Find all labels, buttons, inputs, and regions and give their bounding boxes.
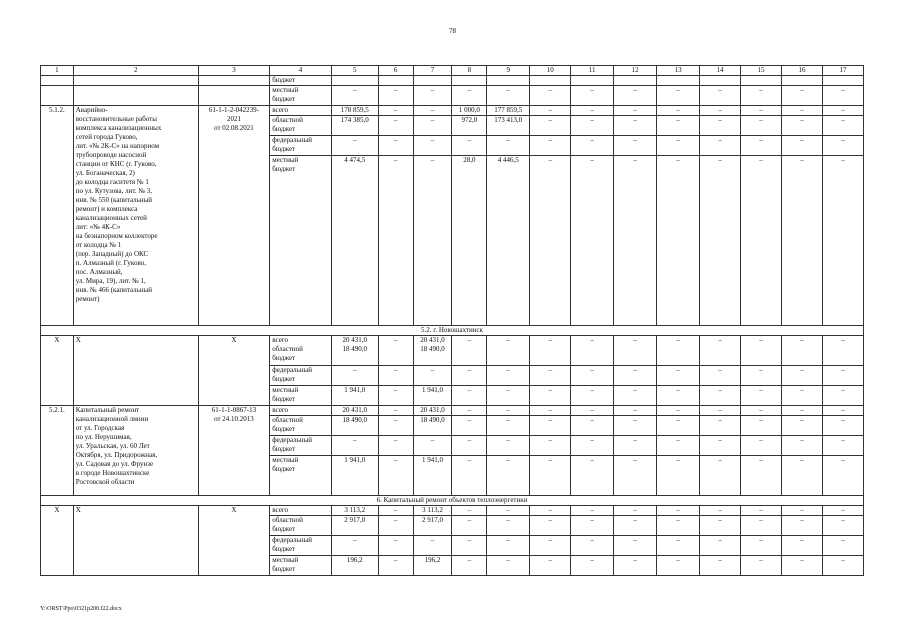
value-cell: – — [657, 106, 700, 116]
object-name-cell: Х — [73, 336, 198, 406]
funding-source-cell: местный бюджет — [270, 386, 331, 406]
value-cell: – — [614, 136, 657, 156]
value-cell: – — [657, 436, 700, 456]
value-cell: – — [657, 506, 700, 516]
value-cell: – — [781, 116, 822, 136]
value-cell: – — [571, 506, 614, 516]
value-cell: – — [781, 456, 822, 496]
funding-source-cell: всего — [270, 506, 331, 516]
value-cell: 28,0 — [452, 156, 487, 326]
value-cell: – — [781, 436, 822, 456]
value-cell: – — [571, 436, 614, 456]
section-heading: 6. Капитальный ремонт объектов теплоэнергетики — [41, 496, 864, 506]
value-cell: – — [530, 156, 571, 326]
funding-source-cell: областной бюджет — [270, 516, 331, 536]
value-cell: – — [487, 516, 530, 536]
registration-number-cell: Х — [198, 336, 270, 406]
value-cell: – — [487, 506, 530, 516]
value-cell: – — [487, 416, 530, 436]
value-cell: – — [487, 336, 530, 366]
registration-number-cell: Х — [198, 506, 270, 576]
column-header-13: 13 — [657, 66, 700, 76]
value-cell: – — [781, 516, 822, 536]
value-cell: – — [614, 506, 657, 516]
value-cell: – — [700, 116, 741, 136]
value-cell — [700, 76, 741, 86]
value-cell: – — [700, 536, 741, 556]
value-cell: 972,0 — [452, 116, 487, 136]
value-cell: – — [781, 536, 822, 556]
header-row — [41, 66, 864, 76]
value-cell: – — [452, 386, 487, 406]
value-cell: – — [657, 136, 700, 156]
column-header-16: 16 — [781, 66, 822, 76]
funding-source-cell: местный бюджет — [270, 86, 331, 106]
value-cell: – — [657, 456, 700, 496]
value-cell: – — [331, 536, 378, 556]
value-cell — [657, 76, 700, 86]
value-cell: – — [413, 136, 452, 156]
empty-cell — [41, 86, 74, 106]
value-cell: – — [571, 366, 614, 386]
value-cell: – — [530, 106, 571, 116]
value-cell: – — [571, 336, 614, 366]
empty-cell — [73, 76, 198, 86]
value-cell: 2 917,0 — [413, 516, 452, 536]
value-cell: – — [657, 556, 700, 576]
object-name-cell: Х — [73, 506, 198, 576]
value-cell: – — [452, 536, 487, 556]
value-cell: – — [487, 406, 530, 416]
value-cell: – — [741, 386, 782, 406]
value-cell: – — [378, 116, 413, 136]
value-cell: – — [657, 416, 700, 436]
value-cell: – — [700, 556, 741, 576]
value-cell: – — [614, 416, 657, 436]
value-cell: – — [614, 156, 657, 326]
value-cell: – — [452, 86, 487, 106]
value-cell: – — [781, 156, 822, 326]
value-cell: – — [571, 536, 614, 556]
empty-cell — [41, 76, 74, 86]
value-cell — [378, 76, 413, 86]
value-cell: – — [571, 156, 614, 326]
value-cell: – — [700, 156, 741, 326]
value-cell: – — [378, 516, 413, 536]
funding-source-cell: местный бюджет — [270, 556, 331, 576]
value-cell: – — [378, 406, 413, 416]
value-cell: – — [741, 406, 782, 416]
value-cell: – — [614, 536, 657, 556]
value-cell: – — [571, 516, 614, 536]
value-cell: – — [657, 406, 700, 416]
funding-source-cell: всего — [270, 106, 331, 116]
value-cell: – — [741, 336, 782, 366]
value-cell: – — [452, 436, 487, 456]
value-cell: – — [413, 86, 452, 106]
value-cell: – — [822, 106, 863, 116]
value-cell: – — [781, 106, 822, 116]
value-cell: – — [781, 406, 822, 416]
value-cell: 20 431,0 — [413, 406, 452, 416]
section-heading: 5.2. г. Новошахтинск — [41, 326, 864, 336]
value-cell: – — [530, 406, 571, 416]
value-cell — [487, 76, 530, 86]
value-cell: – — [741, 116, 782, 136]
value-cell: – — [487, 136, 530, 156]
column-header-17: 17 — [822, 66, 863, 76]
value-cell: – — [700, 506, 741, 516]
value-cell: – — [378, 386, 413, 406]
value-cell: – — [614, 336, 657, 366]
item-number-cell: 5.2.1. — [41, 406, 74, 496]
funding-source-cell: бюджет — [270, 76, 331, 86]
value-cell: – — [378, 536, 413, 556]
value-cell: 177 859,5 — [487, 106, 530, 116]
value-cell: – — [700, 386, 741, 406]
value-cell: – — [614, 406, 657, 416]
value-cell: – — [487, 456, 530, 496]
value-cell: – — [700, 336, 741, 366]
value-cell: – — [657, 386, 700, 406]
column-header-5: 5 — [331, 66, 378, 76]
value-cell: – — [378, 156, 413, 326]
value-cell: – — [822, 366, 863, 386]
value-cell: – — [331, 86, 378, 106]
value-cell: 20 431,0 18 490,0 — [413, 336, 452, 366]
value-cell: – — [487, 386, 530, 406]
value-cell: – — [741, 106, 782, 116]
value-cell: – — [657, 336, 700, 366]
value-cell — [530, 76, 571, 86]
funding-source-cell: федеральный бюджет — [270, 536, 331, 556]
value-cell: – — [614, 86, 657, 106]
value-cell: – — [657, 116, 700, 136]
value-cell: – — [452, 336, 487, 366]
value-cell: – — [741, 456, 782, 496]
value-cell — [331, 76, 378, 86]
value-cell: – — [700, 406, 741, 416]
column-header-2: 2 — [73, 66, 198, 76]
value-cell: – — [378, 106, 413, 116]
value-cell: – — [530, 116, 571, 136]
value-cell: – — [700, 106, 741, 116]
value-cell: – — [700, 136, 741, 156]
value-cell: – — [822, 436, 863, 456]
funding-source-cell: федеральный бюджет — [270, 136, 331, 156]
value-cell: – — [452, 516, 487, 536]
value-cell: – — [822, 86, 863, 106]
column-header-4: 4 — [270, 66, 331, 76]
value-cell: – — [571, 556, 614, 576]
value-cell: – — [822, 536, 863, 556]
column-header-12: 12 — [614, 66, 657, 76]
value-cell: – — [781, 86, 822, 106]
value-cell: – — [452, 366, 487, 386]
value-cell: – — [741, 136, 782, 156]
value-cell: – — [331, 366, 378, 386]
value-cell: 1 000,0 — [452, 106, 487, 116]
value-cell: – — [530, 456, 571, 496]
value-cell: – — [452, 556, 487, 576]
funding-source-cell: всего — [270, 406, 331, 416]
value-cell: – — [741, 556, 782, 576]
value-cell: – — [571, 86, 614, 106]
value-cell: – — [822, 456, 863, 496]
value-cell: – — [700, 416, 741, 436]
value-cell: – — [530, 86, 571, 106]
table-row — [41, 406, 864, 416]
value-cell — [413, 76, 452, 86]
value-cell: – — [614, 106, 657, 116]
section-heading-row — [41, 326, 864, 336]
value-cell: 3 113,2 — [413, 506, 452, 516]
value-cell: – — [378, 136, 413, 156]
column-header-7: 7 — [413, 66, 452, 76]
value-cell: – — [614, 116, 657, 136]
value-cell: – — [530, 136, 571, 156]
table-row — [41, 336, 864, 366]
value-cell: – — [378, 456, 413, 496]
value-cell: 1 941,0 — [413, 386, 452, 406]
value-cell: – — [822, 116, 863, 136]
value-cell: – — [378, 416, 413, 436]
value-cell: – — [657, 366, 700, 386]
value-cell: – — [413, 116, 452, 136]
value-cell: – — [530, 506, 571, 516]
value-cell: – — [781, 366, 822, 386]
value-cell: – — [571, 386, 614, 406]
value-cell — [741, 76, 782, 86]
page-number: 78 — [449, 27, 456, 35]
value-cell: – — [452, 416, 487, 436]
value-cell: – — [614, 556, 657, 576]
value-cell: – — [530, 416, 571, 436]
value-cell: – — [487, 366, 530, 386]
empty-cell — [198, 76, 270, 86]
column-header-10: 10 — [530, 66, 571, 76]
value-cell: – — [657, 156, 700, 326]
value-cell: – — [487, 536, 530, 556]
value-cell: – — [822, 516, 863, 536]
value-cell: 2 917,0 — [331, 516, 378, 536]
table-row — [41, 76, 864, 86]
empty-cell — [198, 86, 270, 106]
value-cell: – — [331, 136, 378, 156]
value-cell: – — [741, 536, 782, 556]
value-cell: – — [530, 536, 571, 556]
value-cell: – — [781, 336, 822, 366]
item-number-cell: Х — [41, 506, 74, 576]
value-cell: – — [452, 456, 487, 496]
value-cell: – — [571, 406, 614, 416]
column-header-6: 6 — [378, 66, 413, 76]
funding-source-cell: федеральный бюджет — [270, 366, 331, 386]
value-cell: – — [741, 416, 782, 436]
value-cell: – — [614, 366, 657, 386]
value-cell: – — [413, 156, 452, 326]
value-cell: – — [530, 516, 571, 536]
value-cell: – — [487, 436, 530, 456]
value-cell: – — [741, 86, 782, 106]
value-cell: – — [530, 556, 571, 576]
value-cell: – — [614, 386, 657, 406]
value-cell: 1 941,0 — [331, 386, 378, 406]
value-cell — [614, 76, 657, 86]
value-cell: – — [657, 536, 700, 556]
value-cell: – — [700, 516, 741, 536]
footer-file-path: Y:\ORST\Ppo\0321p200.f22.docx — [40, 606, 122, 612]
value-cell: – — [657, 516, 700, 536]
column-header-8: 8 — [452, 66, 487, 76]
value-cell: – — [452, 506, 487, 516]
value-cell: – — [700, 436, 741, 456]
empty-cell — [73, 86, 198, 106]
value-cell: – — [571, 456, 614, 496]
object-name-cell: Капитальный ремонт канализационной линии от ул. Городская по ул. Нерушимая, ул. Уральская, ул. 60 Лет Октября, ул. Придорожная, ул. Садовая до ул. Фрунзе в городе Новошахтинске Ростовской области — [73, 406, 198, 496]
value-cell: – — [822, 336, 863, 366]
funding-source-cell: всего областной бюджет — [270, 336, 331, 366]
value-cell: 1 941,0 — [413, 456, 452, 496]
value-cell: – — [657, 86, 700, 106]
value-cell: – — [741, 366, 782, 386]
funding-source-cell: местный бюджет — [270, 456, 331, 496]
value-cell — [822, 76, 863, 86]
value-cell: – — [822, 556, 863, 576]
value-cell: – — [741, 436, 782, 456]
value-cell — [781, 76, 822, 86]
value-cell: 178 859,5 — [331, 106, 378, 116]
budget-table — [40, 65, 864, 576]
value-cell: – — [571, 136, 614, 156]
registration-number-cell: 61-1-1-2-042239- 2021 от 02.08.2021 — [198, 106, 270, 326]
value-cell: – — [378, 556, 413, 576]
value-cell: – — [781, 386, 822, 406]
value-cell: 196,2 — [413, 556, 452, 576]
value-cell: – — [530, 366, 571, 386]
column-header-14: 14 — [700, 66, 741, 76]
object-name-cell: Аварийно- восстановительные работы комплекса канализационных сетей города Гуково, лит. «№ 2К-С» на напорном трубопроводе насосной станции от КНС (г. Гуково, ул. Боганаческая, 2) до колодца гаситетя № 1 по ул. Кутузова, лит. № 3, инв. № 550 (капитальный ремонт) и комплекса канализационных сетей лит: «№ 4К-С» на безнапорном коллекторе от колодца № 1 (пер. Западный) до ОКС п. Алмазный (г. Гуково, пос. Алмазный, ул. Мира, 19), лит. № 1, инв. № 466 (капитальный ремонт) — [73, 106, 198, 326]
value-cell: 18 490,0 — [413, 416, 452, 436]
value-cell — [571, 76, 614, 86]
value-cell: – — [822, 156, 863, 326]
value-cell: – — [822, 416, 863, 436]
value-cell: – — [331, 436, 378, 456]
column-header-9: 9 — [487, 66, 530, 76]
value-cell: – — [452, 136, 487, 156]
value-cell: – — [822, 136, 863, 156]
value-cell: – — [571, 416, 614, 436]
item-number-cell: Х — [41, 336, 74, 406]
column-header-3: 3 — [198, 66, 270, 76]
column-header-15: 15 — [741, 66, 782, 76]
value-cell: – — [530, 336, 571, 366]
value-cell: – — [530, 386, 571, 406]
value-cell: 4 474,5 — [331, 156, 378, 326]
column-header-1: 1 — [41, 66, 74, 76]
value-cell: – — [378, 506, 413, 516]
value-cell: – — [378, 436, 413, 456]
value-cell: – — [700, 86, 741, 106]
value-cell: 174 385,0 — [331, 116, 378, 136]
value-cell: – — [700, 456, 741, 496]
value-cell: – — [700, 366, 741, 386]
value-cell: 173 413,0 — [487, 116, 530, 136]
registration-number-cell: 61-1-1-0867-13 от 24.10.2013 — [198, 406, 270, 496]
value-cell: – — [413, 366, 452, 386]
value-cell: – — [413, 106, 452, 116]
value-cell: 196,2 — [331, 556, 378, 576]
value-cell: 4 446,5 — [487, 156, 530, 326]
value-cell: – — [781, 136, 822, 156]
column-header-11: 11 — [571, 66, 614, 76]
value-cell: 1 941,0 — [331, 456, 378, 496]
value-cell: – — [781, 416, 822, 436]
funding-source-cell: областной бюджет — [270, 416, 331, 436]
value-cell: – — [614, 456, 657, 496]
value-cell: 3 113,2 — [331, 506, 378, 516]
value-cell: – — [571, 116, 614, 136]
value-cell: – — [614, 516, 657, 536]
value-cell — [452, 76, 487, 86]
table-row — [41, 86, 864, 106]
table-row — [41, 506, 864, 516]
value-cell: – — [741, 516, 782, 536]
item-number-cell: 5.1.2. — [41, 106, 74, 326]
value-cell: 18 490,0 — [331, 416, 378, 436]
value-cell: – — [822, 406, 863, 416]
table-row — [41, 106, 864, 116]
value-cell: – — [822, 506, 863, 516]
value-cell: 20 431,0 — [331, 406, 378, 416]
value-cell: – — [781, 556, 822, 576]
funding-source-cell: местный бюджет — [270, 156, 331, 326]
value-cell: – — [378, 366, 413, 386]
value-cell: – — [781, 506, 822, 516]
value-cell: – — [530, 436, 571, 456]
value-cell: 20 431,0 18 490,0 — [331, 336, 378, 366]
value-cell: – — [741, 156, 782, 326]
value-cell: – — [413, 536, 452, 556]
value-cell: – — [378, 336, 413, 366]
value-cell: – — [487, 556, 530, 576]
value-cell: – — [487, 86, 530, 106]
section-heading-row — [41, 496, 864, 506]
value-cell: – — [452, 406, 487, 416]
value-cell: – — [822, 386, 863, 406]
value-cell: – — [413, 436, 452, 456]
funding-source-cell: областной бюджет — [270, 116, 331, 136]
value-cell: – — [571, 106, 614, 116]
value-cell: – — [614, 436, 657, 456]
value-cell: – — [378, 86, 413, 106]
value-cell: – — [741, 506, 782, 516]
funding-source-cell: федеральный бюджет — [270, 436, 331, 456]
